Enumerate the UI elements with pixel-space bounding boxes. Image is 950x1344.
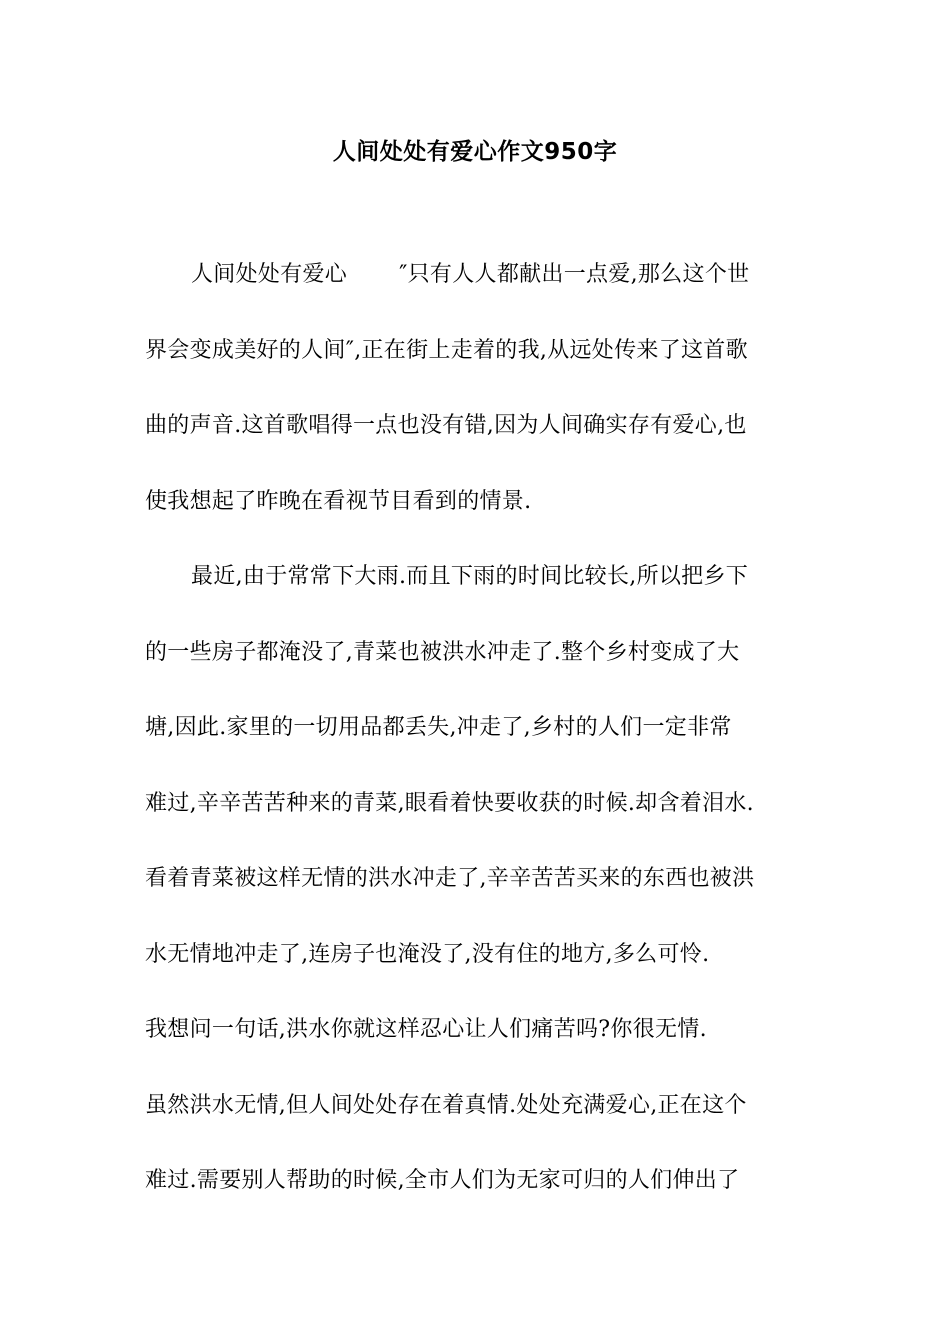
paragraph-2-line-1: 最近,由于常常下大雨.而且下雨的时间比较长,所以把乡下 [191, 564, 749, 589]
document-body [145, 255, 809, 1237]
paragraph-1-line-2: 界会变成美好的人间″,正在街上走着的我,从远处传来了这首歌 [145, 337, 748, 363]
paragraph-2-line-6: 水无情地冲走了,连房子也淹没了,没有住的地方,多么可怜. [145, 941, 710, 967]
paragraph-heading: 人间处处有爱心 [191, 262, 348, 287]
paragraph-2-line-5: 看着青菜被这样无情的洪水冲走了,辛辛苦苦买来的东西也被洪 [145, 866, 755, 891]
paragraph-1-line-4: 使我想起了昨晚在看视节目看到的情景. [145, 488, 532, 514]
paragraph-2-line-7: 我想问一句话,洪水你就这样忍心让人们痛苦吗?你很无情. [145, 1017, 707, 1042]
paragraph-2-line-8: 虽然洪水无情,但人间处处存在着真情.处处充满爱心,正在这个 [145, 1092, 747, 1118]
paragraph-1-line-3: 曲的声音.这首歌唱得一点也没有错,因为人间确实存有爱心,也 [145, 413, 747, 438]
paragraph-1-text: ″只有人人都献出一点爱,那么这个世 [399, 262, 750, 287]
paragraph-2-line-3: 塘,因此.家里的一切用品都丢失,冲走了,乡村的人们一定非常 [145, 715, 732, 740]
paragraph-2-line-4: 难过,辛辛苦苦种来的青菜,眼看着快要收获的时候.却含着泪水. [145, 790, 754, 816]
paragraph-1-line-1 [145, 255, 809, 331]
paragraph-2-line-9: 难过.需要别人帮助的时候,全市人们为无家可归的人们伸出了 [145, 1168, 740, 1193]
document-title: 人间处处有爱心作文950字 [332, 139, 618, 165]
paragraph-2-line-2: 的一些房子都淹没了,青菜也被洪水冲走了.整个乡村变成了大 [145, 639, 740, 665]
